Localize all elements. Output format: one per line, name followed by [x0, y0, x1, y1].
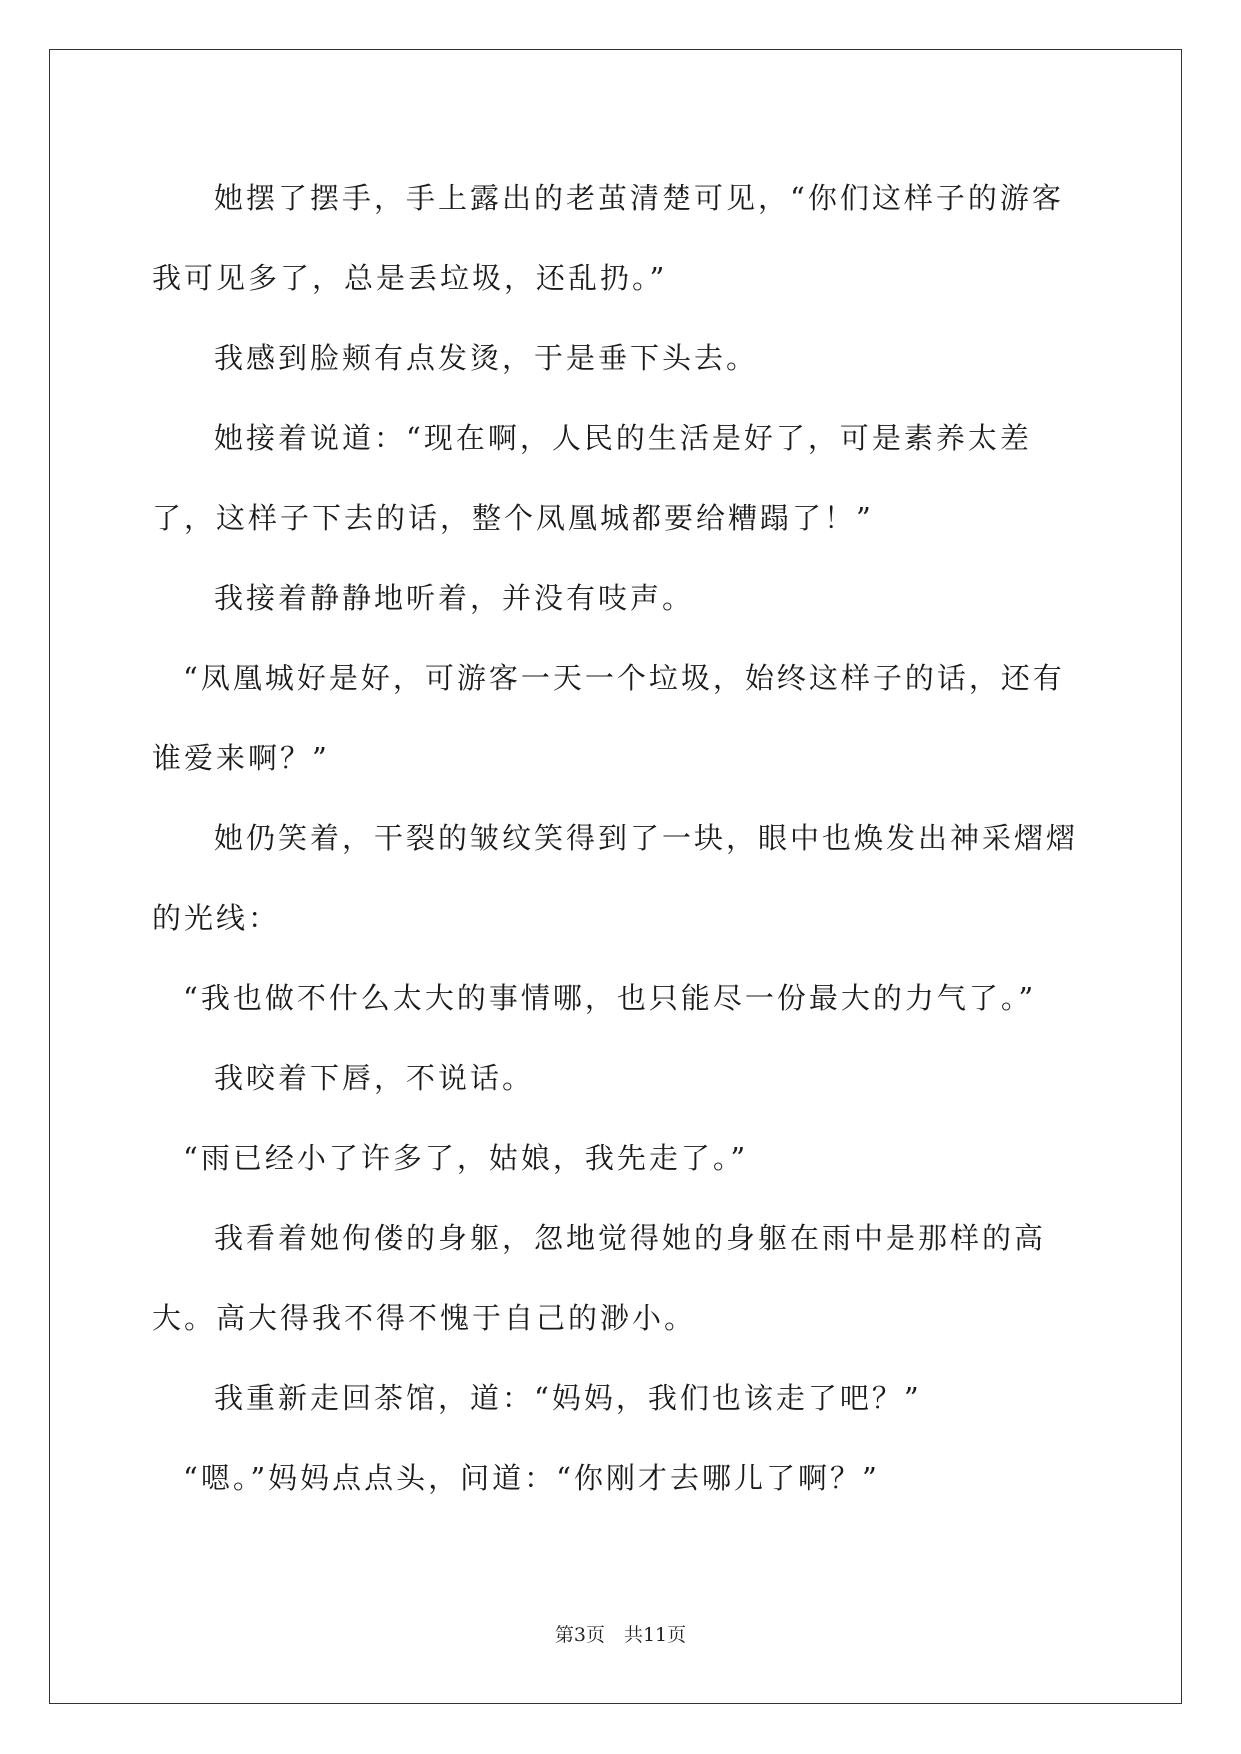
paragraph: “嗯。”妈妈点点头，问道：“你刚才去哪儿了啊？” — [183, 1461, 880, 1495]
paragraph: 她接着说道：“现在啊，人民的生活是好了，可是素养太差了，这样子下去的话，整个凤凰城都要给糟蹋了！” — [152, 421, 1032, 535]
paragraph: 我看着她佝偻的身躯，忽地觉得她的身躯在雨中是那样的高大。高大得我不得不愧于自己的渺小。 — [152, 1221, 1047, 1335]
paragraph: 她仍笑着，干裂的皱纹笑得到了一块，眼中也焕发出神采熠熠的光线： — [152, 821, 1079, 935]
paragraph: 我接着静静地听着，并没有吱声。 — [214, 581, 695, 615]
document-body — [152, 158, 1086, 1518]
paragraph: 我重新走回茶馆，道：“妈妈，我们也该走了吧？” — [214, 1381, 922, 1415]
page-number-footer: 第3页 共11页 — [554, 1624, 687, 1646]
paragraph: 我咬着下唇，不说话。 — [214, 1061, 535, 1095]
paragraph: “雨已经小了许多了，姑娘，我先走了。” — [183, 1141, 749, 1175]
paragraph: 她摆了摆手，手上露出的老茧清楚可见，“你们这样子的游客我可见多了，总是丢垃圾，还乱扔。” — [152, 181, 1064, 295]
paragraph: 我感到脸颊有点发烫，于是垂下头去。 — [214, 341, 759, 375]
paragraph: “凤凰城好是好，可游客一天一个垃圾，始终这样子的话，还有谁爱来啊？” — [152, 661, 1065, 775]
paragraph: “我也做不什么太大的事情哪，也只能尽一份最大的力气了。” — [183, 981, 1037, 1015]
